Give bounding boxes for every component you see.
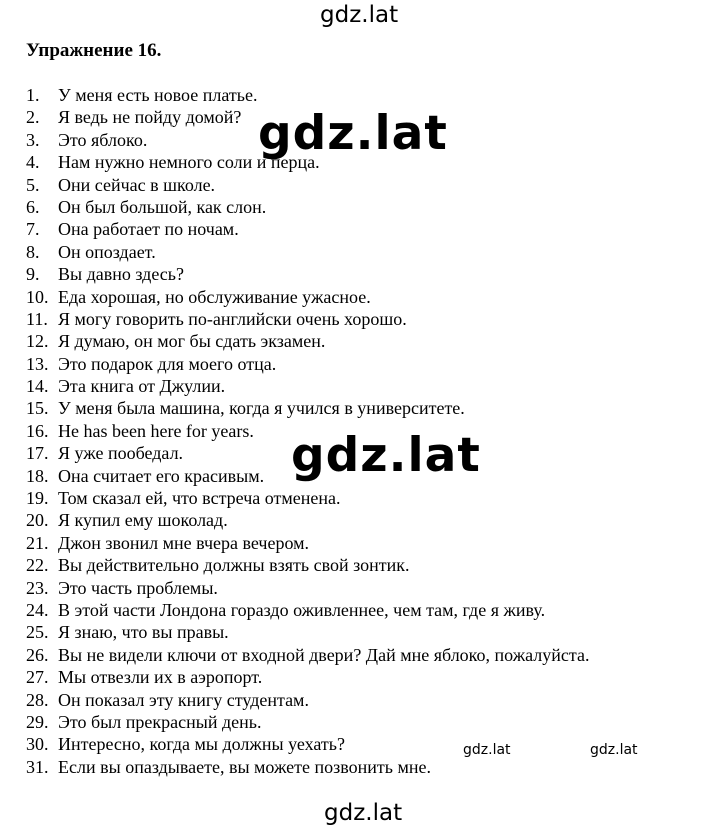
exercise-title: Упражнение 16. xyxy=(26,40,162,61)
list-item xyxy=(26,353,589,375)
item-text: Мы отвезли их в аэропорт. xyxy=(58,667,263,688)
list-item xyxy=(26,532,589,554)
item-text: Я купил ему шоколад. xyxy=(58,510,228,531)
item-text: Джон звонил мне вчера вечером. xyxy=(58,532,310,553)
item-text: Я могу говорить по-английски очень хорошо. xyxy=(58,308,407,329)
item-number: 9. xyxy=(26,264,40,285)
item-number: 25. xyxy=(26,622,49,643)
item-text: Я думаю, он мог бы сдать экзамен. xyxy=(58,331,326,352)
item-number: 7. xyxy=(26,219,40,240)
item-number: 20. xyxy=(26,510,49,531)
item-text: Он опоздает. xyxy=(58,241,156,262)
list-item xyxy=(26,666,589,688)
item-number: 29. xyxy=(26,711,49,732)
item-text: Если вы опаздываете, вы можете позвонить мне. xyxy=(58,756,431,777)
list-item xyxy=(26,509,589,531)
watermark-large-1: gdz.lat xyxy=(258,106,448,161)
list-item xyxy=(26,174,589,196)
list-item xyxy=(26,375,589,397)
item-text: Эта книга от Джулии. xyxy=(58,376,226,397)
list-item xyxy=(26,397,589,419)
item-number: 4. xyxy=(26,152,40,173)
item-number: 30. xyxy=(26,734,49,755)
watermark-small-2: gdz.lat xyxy=(590,742,638,758)
item-text: Том сказал ей, что встреча отменена. xyxy=(58,488,341,509)
item-number: 19. xyxy=(26,488,49,509)
item-text: В этой части Лондона гораздо оживленнее, чем там, где я живу. xyxy=(58,599,546,620)
item-text: Это часть проблемы. xyxy=(58,577,218,598)
item-number: 10. xyxy=(26,286,49,307)
list-item xyxy=(26,487,589,509)
list-item xyxy=(26,263,589,285)
item-text: Я ведь не пойду домой? xyxy=(58,107,242,128)
item-text: Нам нужно немного соли и перца. xyxy=(58,152,320,173)
item-number: 5. xyxy=(26,174,40,195)
item-number: 12. xyxy=(26,331,49,352)
list-item xyxy=(26,756,589,778)
item-text: Я уже пообедал. xyxy=(58,443,184,464)
item-text: Она считает его красивым. xyxy=(58,465,265,486)
item-text: Вы давно здесь? xyxy=(58,264,184,285)
item-text: Вы действительно должны взять свой зонтик. xyxy=(58,555,410,576)
item-number: 8. xyxy=(26,241,40,262)
list-item xyxy=(26,689,589,711)
item-number: 23. xyxy=(26,577,49,598)
item-text: Вы не видели ключи от входной двери? Дай мне яблоко, пожалуйста. xyxy=(58,644,590,665)
item-text: Она работает по ночам. xyxy=(58,219,239,240)
item-number: 28. xyxy=(26,689,49,710)
item-text: Интересно, когда мы должны уехать? xyxy=(58,734,345,755)
item-text: He has been here for years. xyxy=(58,420,254,441)
watermark-bottom: gdz.lat xyxy=(324,800,403,826)
list-item xyxy=(26,711,589,733)
list-item xyxy=(26,554,589,576)
item-text: У меня есть новое платье. xyxy=(58,85,258,105)
list-item xyxy=(26,218,589,240)
item-text: Это подарок для моего отца. xyxy=(58,353,277,374)
item-number: 21. xyxy=(26,532,49,553)
list-item xyxy=(26,621,589,643)
list-item xyxy=(26,241,589,263)
list-item xyxy=(26,308,589,330)
watermark-top: gdz.lat xyxy=(320,2,399,28)
watermark-large-2: gdz.lat xyxy=(291,428,481,483)
item-text: Это яблоко. xyxy=(58,129,148,150)
item-text: Он показал эту книгу студентам. xyxy=(58,689,309,710)
item-number: 22. xyxy=(26,555,49,576)
item-text: Они сейчас в школе. xyxy=(58,174,216,195)
item-number: 24. xyxy=(26,599,49,620)
list-item xyxy=(26,286,589,308)
item-number: 27. xyxy=(26,667,49,688)
item-text: Я знаю, что вы правы. xyxy=(58,622,229,643)
list-item xyxy=(26,330,589,352)
list-item xyxy=(26,577,589,599)
item-text: Он был большой, как слон. xyxy=(58,196,267,217)
item-number: 16. xyxy=(26,420,49,441)
item-text: У меня была машина, когда я учился в университете. xyxy=(58,398,465,419)
item-number: 11. xyxy=(26,308,48,329)
watermark-small-1: gdz.lat xyxy=(463,742,511,758)
item-number: 26. xyxy=(26,644,49,665)
item-number: 3. xyxy=(26,129,40,150)
item-text: Еда хорошая, но обслуживание ужасное. xyxy=(58,286,371,307)
item-number: 1. xyxy=(26,85,40,105)
item-text: Это был прекрасный день. xyxy=(58,711,262,732)
item-number: 17. xyxy=(26,443,49,464)
list-item xyxy=(26,84,589,106)
list-item xyxy=(26,599,589,621)
item-number: 15. xyxy=(26,398,49,419)
item-number: 18. xyxy=(26,465,49,486)
item-number: 31. xyxy=(26,756,49,777)
item-number: 14. xyxy=(26,376,49,397)
item-number: 13. xyxy=(26,353,49,374)
list-item xyxy=(26,196,589,218)
item-number: 6. xyxy=(26,196,40,217)
list-item xyxy=(26,644,589,666)
item-number: 2. xyxy=(26,107,40,128)
